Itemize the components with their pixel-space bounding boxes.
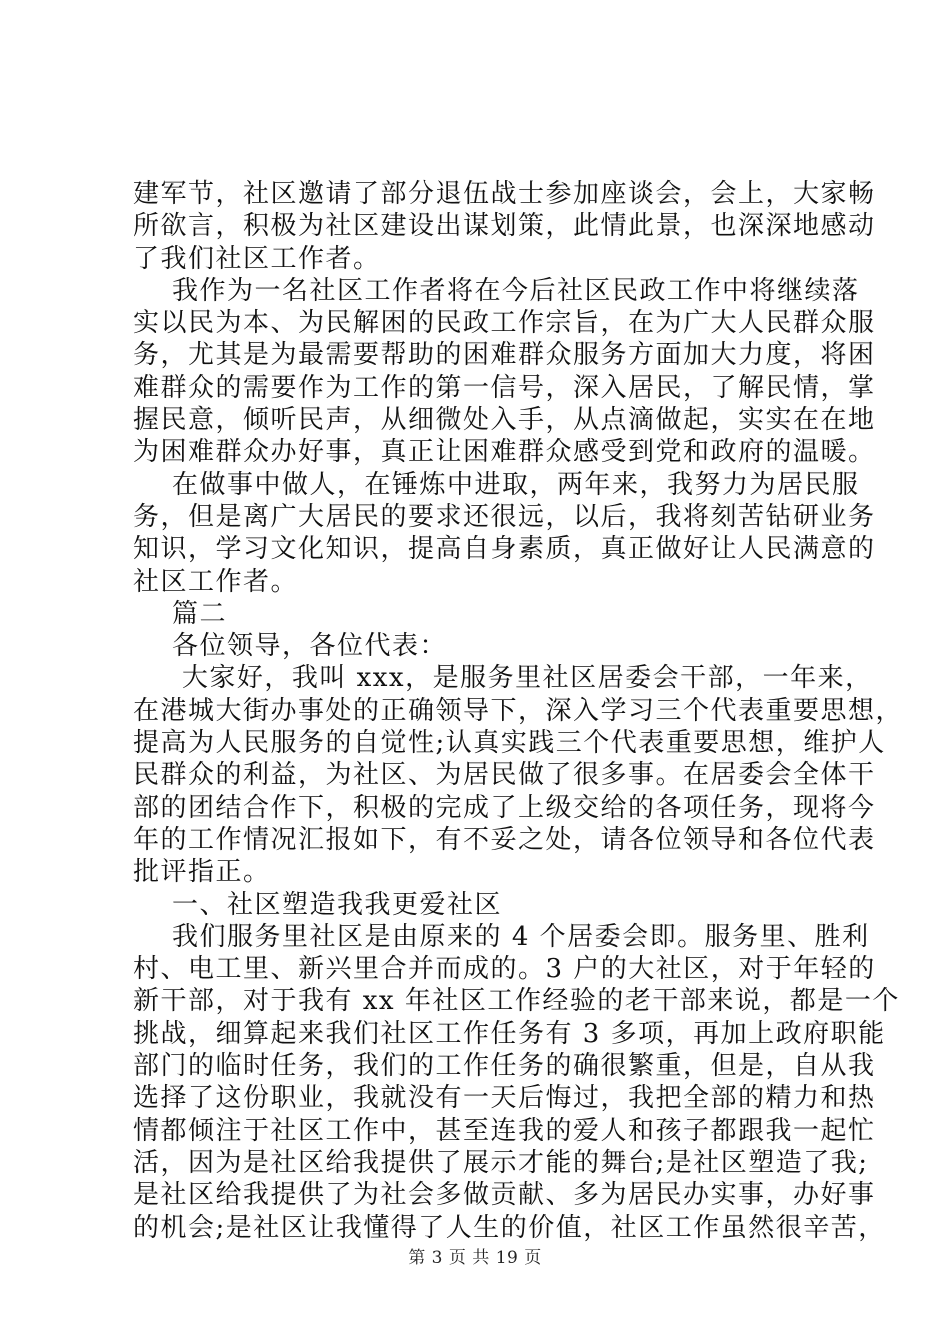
text-line: 为困难群众办好事，真正让困难群众感受到党和政府的温暖。: [133, 437, 876, 468]
text-line: 选择了这份职业，我就没有一天后悔过，我把全部的精力和热: [133, 1083, 876, 1114]
text-line: 提高为人民服务的自觉性;认真实践三个代表重要思想，维护人: [133, 728, 886, 759]
text-line: 的机会;是社区让我懂得了人生的价值，社区工作虽然很辛苦，: [133, 1212, 886, 1243]
text-line: 实以民为本、为民解困的民政工作宗旨，在为广大人民群众服: [133, 308, 876, 339]
text-line: 年的工作情况汇报如下，有不妥之处，请各位领导和各位代表: [133, 824, 876, 855]
text-line: 我作为一名社区工作者将在今后社区民政工作中将继续落: [133, 275, 860, 306]
text-line: 所欲言，积极为社区建设出谋划策，此情此景，也深深地感动: [133, 211, 876, 242]
text-line: 是社区给我提供了为社会多做贡献、多为居民办实事，办好事: [133, 1180, 876, 1211]
text-line: 大家好，我叫 xxx，是服务里社区居委会干部，一年来，: [133, 663, 873, 694]
text-line: 在港城大街办事处的正确领导下，深入学习三个代表重要思想，: [133, 695, 904, 726]
text-line: 部的团结合作下，积极的完成了上级交给的各项任务，现将今: [133, 792, 876, 823]
text-line: 新干部，对于我有 xx 年社区工作经验的老干部来说，都是一个: [133, 986, 900, 1017]
text-line: 篇二: [133, 598, 228, 629]
text-line: 我们服务里社区是由原来的 4 个居委会即。服务里、胜利: [133, 921, 870, 952]
text-line: 挑战，细算起来我们社区工作任务有 3 多项，再加上政府职能: [133, 1018, 886, 1049]
text-line: 握民意，倾听民声，从细微处入手，从点滴做起，实实在在地: [133, 405, 876, 436]
text-line: 活，因为是社区给我提供了展示才能的舞台;是社区塑造了我;: [133, 1147, 869, 1178]
text-line: 了我们社区工作者。: [133, 243, 381, 274]
text-line: 务，但是离广大居民的要求还很远，以后，我将刻苦钻研业务: [133, 501, 876, 532]
text-line: 难群众的需要作为工作的第一信号，深入居民，了解民情，掌: [133, 372, 876, 403]
text-line: 社区工作者。: [133, 566, 299, 597]
text-line: 村、电工里、新兴里合并而成的。3 户的大社区，对于年轻的: [133, 954, 876, 985]
text-line: 在做事中做人，在锤炼中进取，两年来，我努力为居民服: [133, 469, 860, 500]
text-line: 知识，学习文化知识，提高自身素质，真正做好让人民满意的: [133, 534, 876, 565]
page-footer: 第 3 页 共 19 页: [408, 1248, 542, 1268]
text-line: 各位领导，各位代表：: [133, 631, 448, 662]
text-line: 情都倾注于社区工作中，甚至连我的爱人和孩子都跟我一起忙: [133, 1115, 876, 1146]
text-line: 部门的临时任务，我们的工作任务的确很繁重，但是，自从我: [133, 1051, 876, 1082]
text-line: 民群众的利益，为社区、为居民做了很多事。在居委会全体干: [133, 760, 876, 791]
text-line: 务，尤其是为最需要帮助的困难群众服务方面加大力度，将困: [133, 340, 876, 371]
text-line: 批评指正。: [133, 857, 271, 888]
text-line: 一、社区塑造我我更爱社区: [133, 889, 503, 920]
document-body: [133, 178, 904, 1244]
text-line: 建军节，社区邀请了部分退伍战士参加座谈会，会上，大家畅: [133, 179, 876, 209]
